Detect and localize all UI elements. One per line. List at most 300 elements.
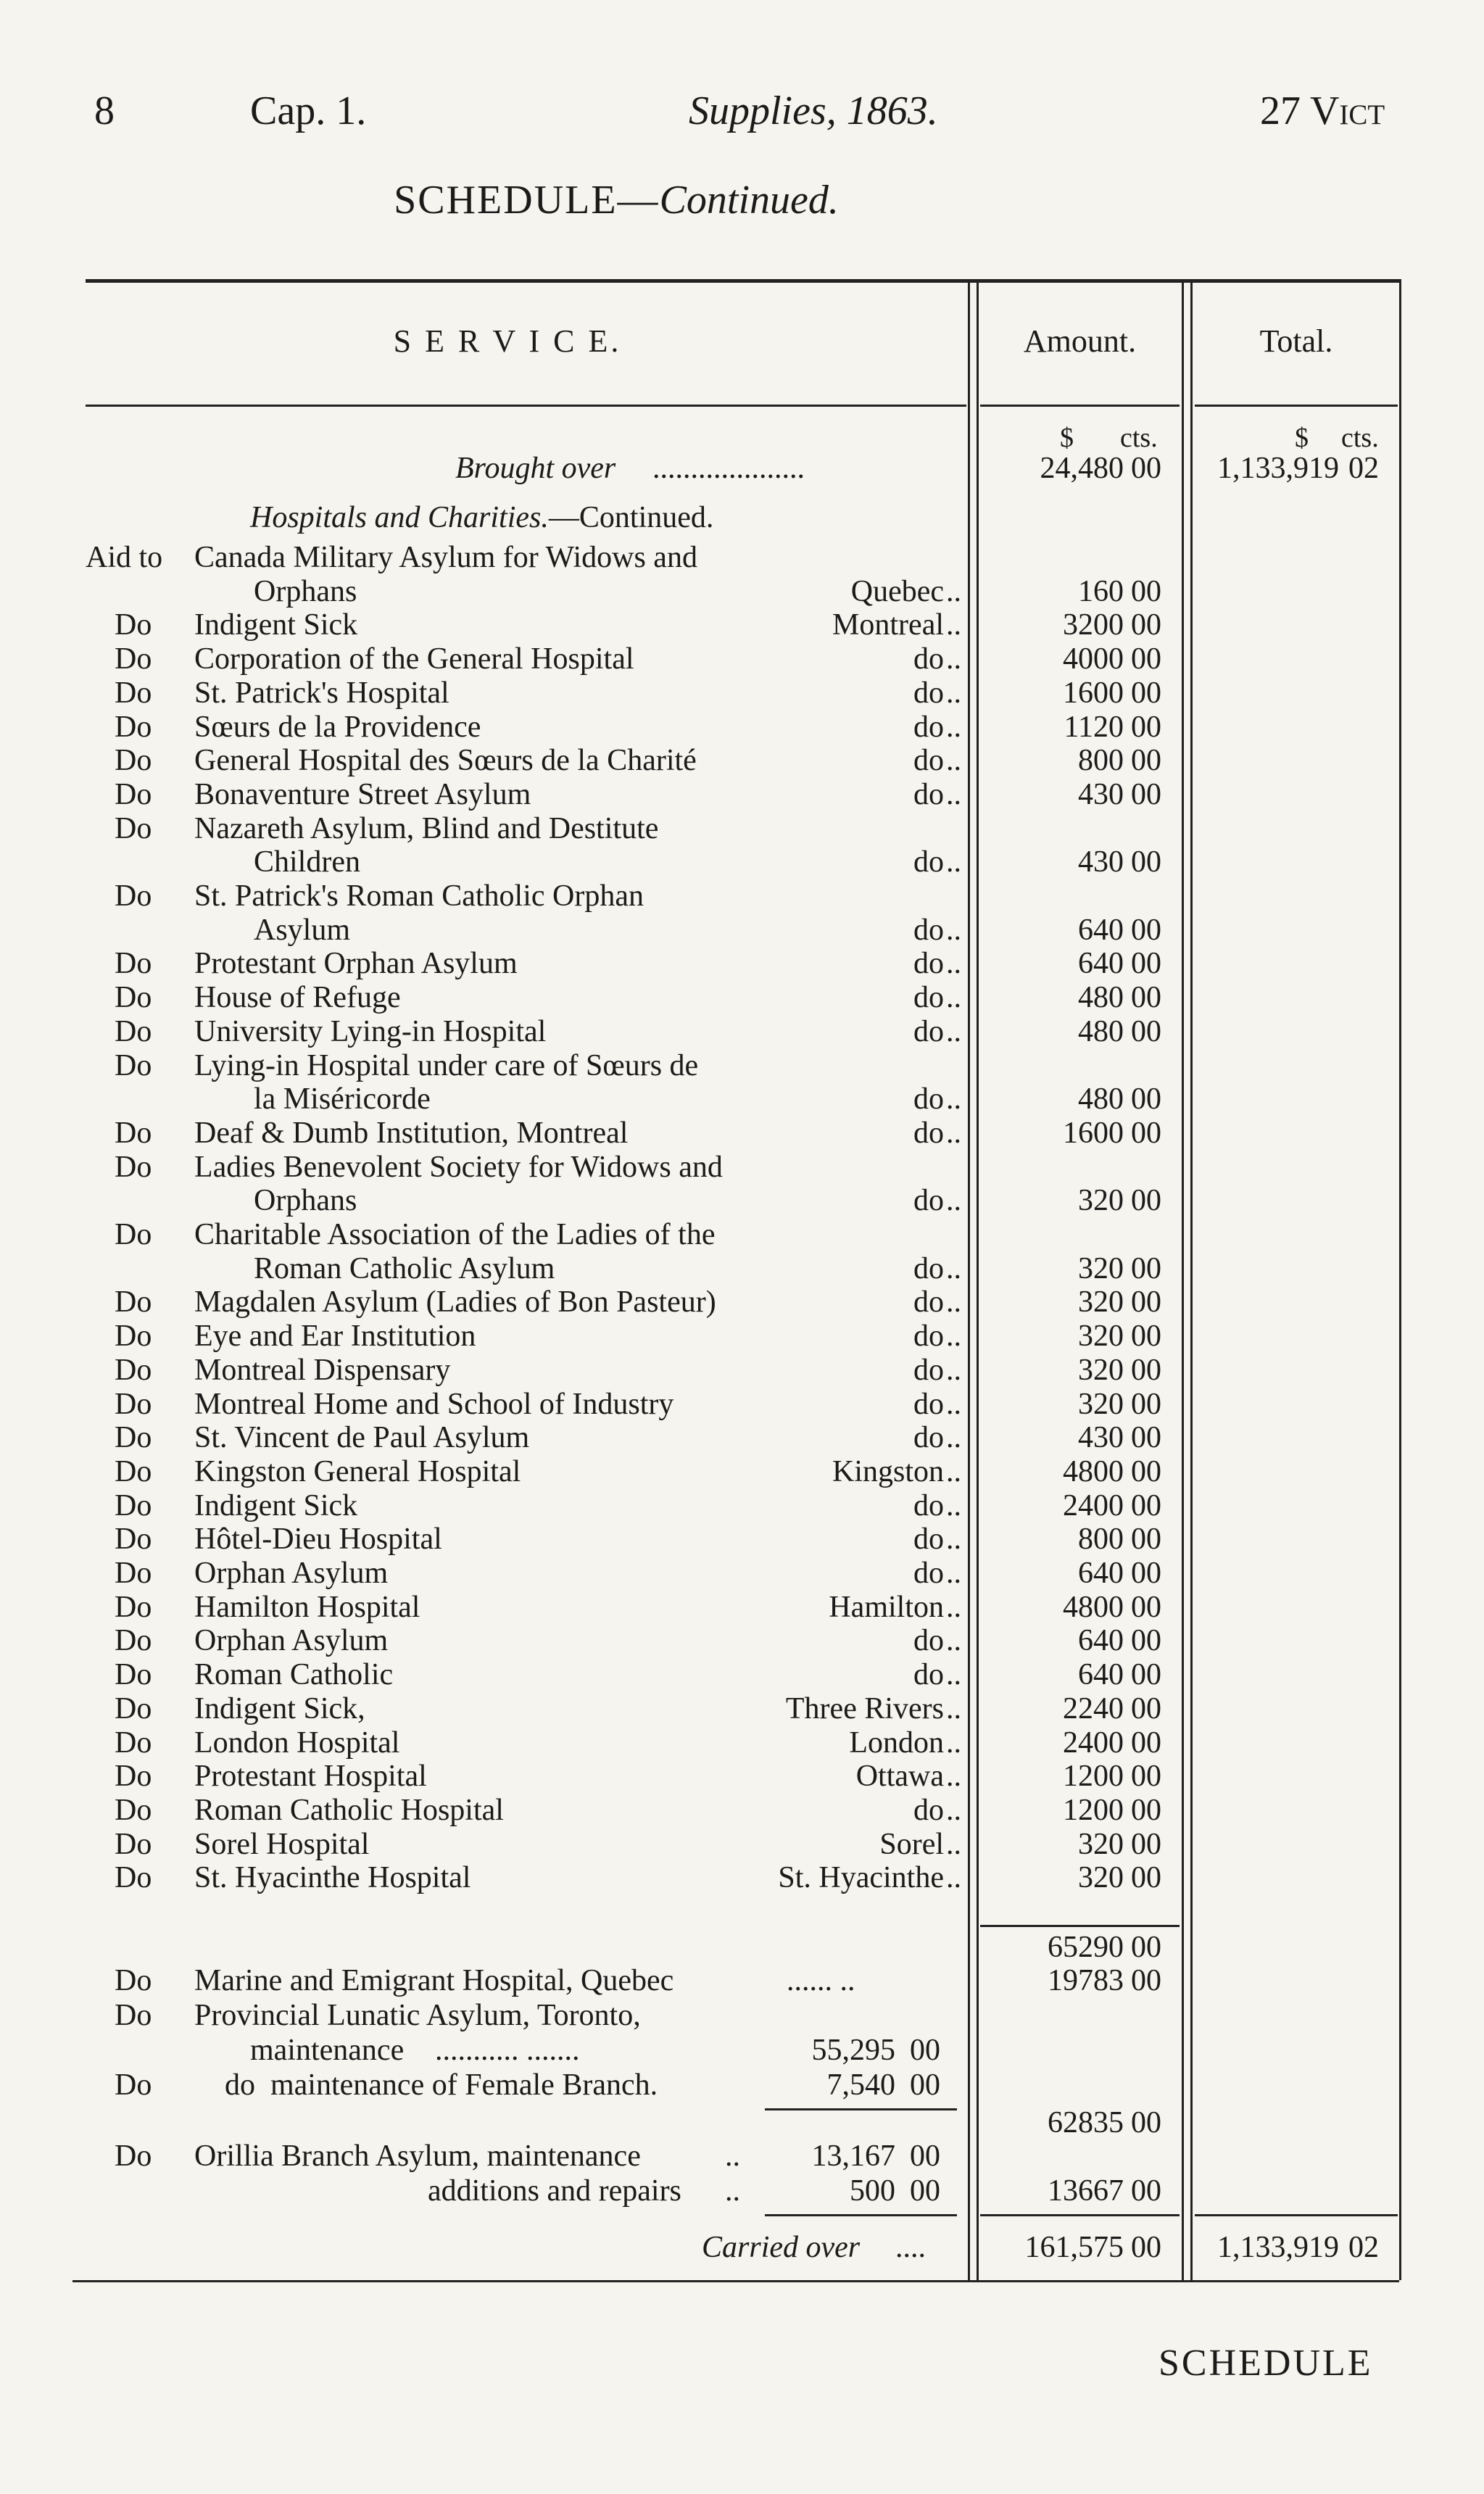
row-amount: 320 xyxy=(1078,1251,1124,1285)
row-amount: 4800 xyxy=(1063,1590,1124,1624)
marine-hospital-row xyxy=(0,1963,1484,1998)
column-header-total: Total. xyxy=(1259,323,1333,359)
row-service: Protestant Orphan Asylum xyxy=(194,947,518,981)
hospital-row xyxy=(0,1387,1484,1421)
row-amount: 640 xyxy=(1078,1557,1124,1590)
row-service-cont: Roman Catholic Asylum xyxy=(254,1251,555,1285)
hospital-row xyxy=(0,811,1484,879)
row-amount: 480 xyxy=(1078,1082,1124,1116)
row-prefix: Do xyxy=(115,1116,152,1150)
row-place: do xyxy=(913,1082,944,1116)
row-place: St. Hyacinthe xyxy=(778,1861,944,1895)
row-prefix: Do xyxy=(115,1793,152,1827)
female-branch-row xyxy=(0,2068,1484,2102)
row-amount: 640 xyxy=(1078,947,1124,981)
row-place: do xyxy=(913,1557,944,1590)
leader-dots: .. xyxy=(946,1387,961,1421)
row-prefix: Do xyxy=(115,1320,152,1354)
row-place: Three Rivers xyxy=(785,1691,944,1726)
leader-dots: .. xyxy=(946,845,961,879)
subtotal-amount: 65290 xyxy=(1048,1931,1124,1964)
row-amount: 800 xyxy=(1078,744,1124,778)
hospital-row xyxy=(0,1827,1484,1861)
row-cents: 00 xyxy=(1131,1082,1161,1116)
row-service: Sorel Hospital xyxy=(194,1827,370,1861)
row-service: Provincial Lunatic Asylum, Toronto, xyxy=(194,1999,641,2032)
row-amount: 1200 xyxy=(1063,1760,1124,1794)
row-service: General Hospital des Sœurs de la Charité xyxy=(194,744,697,778)
row-prefix: Do xyxy=(115,1421,152,1455)
row-prefix: Do xyxy=(115,1557,152,1590)
row-amount: 2400 xyxy=(1063,1488,1124,1522)
row-cents: 00 xyxy=(1131,1014,1161,1048)
brought-over-amount-cents: 00 xyxy=(1131,452,1161,485)
row-amount: 19783 xyxy=(1048,1964,1124,1997)
hospital-row xyxy=(0,1488,1484,1522)
subtotal-row xyxy=(0,1930,1484,1965)
row-place: Ottawa xyxy=(855,1760,944,1794)
lunatic-maintenance-row xyxy=(0,2033,1484,2068)
row-service-cont: Children xyxy=(254,845,360,879)
subtotal-rule xyxy=(980,1925,1180,1927)
hospital-row xyxy=(0,1319,1484,1353)
row-cents: 00 xyxy=(1131,1251,1161,1285)
row-cents: 00 xyxy=(1131,1726,1161,1760)
row-amount: 3200 xyxy=(1063,608,1124,642)
row-service: Eye and Ear Institution xyxy=(194,1320,476,1354)
row-service: Protestant Hospital xyxy=(194,1760,427,1794)
row-amount: 320 xyxy=(1078,1387,1124,1421)
row-prefix: Do xyxy=(115,1353,152,1387)
leader-dots: .. xyxy=(946,1421,961,1455)
carried-over-total: 1,133,919 xyxy=(1217,2231,1339,2264)
leader-dots: .. xyxy=(946,1251,961,1285)
row-place: do xyxy=(913,1421,944,1455)
row-place: London xyxy=(849,1726,944,1760)
row-cents: 00 xyxy=(1131,1353,1161,1387)
schedule-title xyxy=(0,177,1232,223)
leader-dots: .. xyxy=(946,642,961,676)
carried-over-amount-cents: 00 xyxy=(1131,2231,1161,2264)
row-prefix: Aid to xyxy=(86,541,163,574)
row-place: do xyxy=(913,1658,944,1692)
hospital-row xyxy=(0,879,1484,946)
row-amount: 1120 xyxy=(1064,710,1124,744)
hospital-row xyxy=(0,1726,1484,1760)
row-place: do xyxy=(913,676,944,710)
lunatic-total-row xyxy=(0,2105,1484,2140)
row-prefix: Do xyxy=(115,811,152,845)
row-cents: 00 xyxy=(1131,981,1161,1015)
leader-dots: .. xyxy=(946,1827,961,1861)
row-cents: 00 xyxy=(1131,1421,1161,1455)
row-service: St. Vincent de Paul Asylum xyxy=(194,1421,530,1455)
leader-dots: .. xyxy=(946,1320,961,1354)
row-service: Corporation of the General Hospital xyxy=(194,642,634,676)
hospital-row xyxy=(0,608,1484,642)
row-cents: 00 xyxy=(1131,1793,1161,1827)
row-prefix: Do xyxy=(115,676,152,710)
section-heading xyxy=(0,500,1484,536)
row-service-cont: Orphans xyxy=(254,1184,357,1218)
row-cents: 00 xyxy=(1131,1454,1161,1488)
row-amount: 430 xyxy=(1078,845,1124,879)
row-prefix: Do xyxy=(115,710,152,744)
carried-rule-total xyxy=(1195,2214,1398,2216)
leader-dots: .. xyxy=(725,2139,740,2173)
row-cents: 00 xyxy=(1131,1964,1161,1997)
section-heading-italic: Hospitals and Charities. xyxy=(250,501,549,534)
row-cents: 00 xyxy=(1131,676,1161,710)
hospital-row xyxy=(0,1657,1484,1691)
catchword: SCHEDULE xyxy=(1158,2342,1373,2384)
regnal-year: 27 Vict xyxy=(1260,88,1385,133)
hospital-row xyxy=(0,1522,1484,1556)
row-prefix: Do xyxy=(115,1590,152,1624)
hospital-row xyxy=(0,1048,1484,1116)
row-prefix: Do xyxy=(115,1218,152,1251)
orillia-row xyxy=(0,2139,1484,2174)
leader-dots: .................... xyxy=(652,452,805,485)
hospital-row xyxy=(0,710,1484,744)
subtotal-cents: 00 xyxy=(1131,1931,1161,1964)
row-prefix: Do xyxy=(115,2139,152,2173)
row-subvalue: 500 xyxy=(850,2174,895,2208)
row-subvalue-cents: 00 xyxy=(910,2034,940,2067)
leader-dots: ...... .. xyxy=(787,1964,855,1997)
header-rule-amount xyxy=(980,405,1180,407)
leader-dots: .. xyxy=(946,1014,961,1048)
row-service: Orphan Asylum xyxy=(194,1557,389,1590)
row-cents: 00 xyxy=(1131,744,1161,778)
header-rule-total xyxy=(1195,405,1398,407)
row-prefix: Do xyxy=(115,1861,152,1895)
orillia-additions-row xyxy=(0,2174,1484,2208)
row-place: do xyxy=(913,1251,944,1285)
leader-dots: .. xyxy=(946,777,961,811)
row-amount: 13667 xyxy=(1048,2174,1124,2208)
row-prefix: Do xyxy=(115,1658,152,1692)
column-header-service: S E R V I C E. xyxy=(393,323,622,359)
leader-dots: ........... ....... xyxy=(435,2034,580,2067)
leader-dots: .. xyxy=(946,710,961,744)
row-cents: 00 xyxy=(1131,1861,1161,1895)
top-rule xyxy=(86,279,1401,283)
row-amount: 320 xyxy=(1078,1320,1124,1354)
row-service: St. Patrick's Hospital xyxy=(194,676,449,710)
row-prefix: Do xyxy=(115,1726,152,1760)
leader-dots: .. xyxy=(946,1116,961,1150)
row-place: do xyxy=(913,1387,944,1421)
row-service: Canada Military Asylum for Widows and xyxy=(194,541,697,574)
header-rule-service xyxy=(86,405,966,407)
leader-dots: .. xyxy=(946,1488,961,1522)
row-service: Charitable Association of the Ladies of the xyxy=(194,1218,716,1251)
row-prefix: Do xyxy=(115,1150,152,1184)
row-prefix: Do xyxy=(115,1999,152,2032)
row-service: Indigent Sick xyxy=(194,1488,358,1522)
row-service: St. Patrick's Roman Catholic Orphan xyxy=(194,879,644,913)
leader-dots: .. xyxy=(946,1184,961,1218)
carried-rule-sub xyxy=(765,2214,957,2216)
row-service: University Lying-in Hospital xyxy=(194,1014,547,1048)
row-cents: 00 xyxy=(1131,1658,1161,1692)
hospital-row xyxy=(0,1150,1484,1217)
row-service: Indigent Sick xyxy=(194,608,358,642)
row-amount: 1600 xyxy=(1063,1116,1124,1150)
row-subvalue: 7,540 xyxy=(826,2068,895,2102)
row-cents: 00 xyxy=(1131,1320,1161,1354)
carried-over-label: Carried over xyxy=(702,2231,861,2264)
row-service: Montreal Home and School of Industry xyxy=(194,1387,674,1421)
row-place: do xyxy=(913,913,944,947)
row-place: do xyxy=(913,744,944,778)
hospital-row xyxy=(0,1014,1484,1048)
row-place: do xyxy=(913,1184,944,1218)
row-service: Orillia Branch Asylum, maintenance xyxy=(194,2139,641,2173)
hospital-row xyxy=(0,1217,1484,1285)
schedule-title-main: SCHEDULE— xyxy=(394,178,660,223)
row-subvalue-cents: 00 xyxy=(910,2068,940,2102)
row-amount: 4000 xyxy=(1063,642,1124,676)
row-cents: 00 xyxy=(1131,642,1161,676)
row-amount: 2240 xyxy=(1063,1691,1124,1726)
row-service: Hôtel-Dieu Hospital xyxy=(194,1522,442,1557)
row-place: do xyxy=(913,1624,944,1658)
row-service: Roman Catholic Hospital xyxy=(194,1793,504,1827)
row-cents: 00 xyxy=(1131,1285,1161,1320)
running-title: Supplies, 1863. xyxy=(689,88,938,133)
row-cents: 00 xyxy=(1131,1557,1161,1590)
hospital-row xyxy=(0,1353,1484,1387)
row-cents: 00 xyxy=(1131,1522,1161,1557)
hospital-row xyxy=(0,1454,1484,1488)
hospital-row xyxy=(0,1556,1484,1590)
leader-dots: .. xyxy=(946,981,961,1015)
row-amount: 160 xyxy=(1078,574,1124,608)
hospital-row xyxy=(0,540,1484,608)
row-service: Lying-in Hospital under care of Sœurs de xyxy=(194,1048,699,1082)
hospital-row xyxy=(0,642,1484,676)
row-place: do xyxy=(913,981,944,1015)
row-cents: 00 xyxy=(1131,1691,1161,1726)
amount-cents-label: cts. xyxy=(1120,423,1158,453)
row-service: do maintenance of Female Branch. xyxy=(225,2068,658,2102)
row-service: Hamilton Hospital xyxy=(194,1590,420,1624)
row-prefix: Do xyxy=(115,1964,152,1997)
row-prefix: Do xyxy=(115,1760,152,1794)
row-prefix: Do xyxy=(115,1014,152,1048)
row-amount: 62835 xyxy=(1048,2106,1124,2139)
row-amount: 430 xyxy=(1078,777,1124,811)
row-service-cont: maintenance xyxy=(250,2034,405,2067)
carried-over-total-cents: 02 xyxy=(1348,2231,1379,2264)
row-cents: 00 xyxy=(1131,947,1161,981)
section-heading-rest: —Continued. xyxy=(548,501,714,534)
total-dollar-sign: $ xyxy=(1295,423,1309,453)
leader-dots: .. xyxy=(946,947,961,981)
row-cents: 00 xyxy=(1131,1624,1161,1658)
row-prefix: Do xyxy=(115,2068,152,2102)
row-cents: 00 xyxy=(1131,1387,1161,1421)
row-amount: 320 xyxy=(1078,1353,1124,1387)
hospital-row xyxy=(0,1759,1484,1793)
row-amount: 640 xyxy=(1078,1658,1124,1692)
hospital-row xyxy=(0,1623,1484,1657)
row-service-cont: Asylum xyxy=(254,913,351,947)
brought-over-label: Brought over xyxy=(455,452,616,485)
leader-dots: .. xyxy=(946,1760,961,1794)
row-place: Montreal xyxy=(832,608,944,642)
row-place: do xyxy=(913,1353,944,1387)
row-cents: 00 xyxy=(1131,1827,1161,1861)
row-cents: 00 xyxy=(1131,777,1161,811)
hospital-row xyxy=(0,980,1484,1014)
row-service: Kingston General Hospital xyxy=(194,1454,521,1488)
leader-dots: .. xyxy=(725,2174,740,2208)
row-service: Indigent Sick, xyxy=(194,1691,365,1726)
bottom-rule xyxy=(72,2280,1399,2282)
row-cents: 00 xyxy=(1131,710,1161,744)
row-cents: 00 xyxy=(1131,2106,1161,2139)
chapter-label: Cap. 1. xyxy=(250,88,367,133)
row-prefix: Do xyxy=(115,1285,152,1320)
brought-over-total-cents: 02 xyxy=(1348,452,1379,485)
row-amount: 430 xyxy=(1078,1421,1124,1455)
row-place: Hamilton xyxy=(829,1590,944,1624)
brought-over-row xyxy=(0,451,1484,487)
leader-dots: .. xyxy=(946,744,961,778)
column-header-amount: Amount. xyxy=(1023,323,1137,359)
row-service: Montreal Dispensary xyxy=(194,1353,451,1387)
leader-dots: .. xyxy=(946,1726,961,1760)
hospital-row xyxy=(0,1793,1484,1827)
leader-dots: .. xyxy=(946,1522,961,1557)
row-service: Sœurs de la Providence xyxy=(194,710,481,744)
row-place: do xyxy=(913,947,944,981)
row-place: do xyxy=(913,845,944,879)
hospital-row xyxy=(0,1860,1484,1894)
row-amount: 320 xyxy=(1078,1184,1124,1218)
row-amount: 320 xyxy=(1078,1861,1124,1895)
row-service: Marine and Emigrant Hospital, Quebec xyxy=(194,1964,674,1997)
row-prefix: Do xyxy=(115,879,152,913)
row-prefix: Do xyxy=(115,1454,152,1488)
row-service: London Hospital xyxy=(194,1726,400,1760)
carried-rule-amount xyxy=(980,2214,1180,2216)
row-subvalue-cents: 00 xyxy=(910,2139,940,2173)
row-prefix: Do xyxy=(115,777,152,811)
row-prefix: Do xyxy=(115,947,152,981)
lunatic-asylum-row xyxy=(0,1998,1484,2033)
row-place: do xyxy=(913,1793,944,1827)
row-service: Roman Catholic xyxy=(194,1658,394,1692)
hospital-row xyxy=(0,1691,1484,1726)
row-cents: 00 xyxy=(1131,608,1161,642)
total-cents-label: cts. xyxy=(1341,423,1379,453)
row-cents: 00 xyxy=(1131,2174,1161,2208)
row-service-cont: additions and repairs xyxy=(428,2174,681,2208)
row-prefix: Do xyxy=(115,1691,152,1726)
row-service: Orphan Asylum xyxy=(194,1624,389,1658)
hospital-row xyxy=(0,743,1484,777)
brought-over-amount: 24,480 xyxy=(1040,452,1124,485)
row-place: do xyxy=(913,1116,944,1150)
row-subvalue: 13,167 xyxy=(811,2139,895,2173)
row-amount: 640 xyxy=(1078,1624,1124,1658)
row-prefix: Do xyxy=(115,1827,152,1861)
leader-dots: .. xyxy=(946,1691,961,1726)
row-amount: 4800 xyxy=(1063,1454,1124,1488)
hospital-row xyxy=(0,946,1484,980)
carried-over-row xyxy=(0,2230,1484,2266)
hospital-row xyxy=(0,1116,1484,1150)
row-amount: 640 xyxy=(1078,913,1124,947)
row-amount: 800 xyxy=(1078,1522,1124,1557)
row-service: Nazareth Asylum, Blind and Destitute xyxy=(194,811,659,845)
hospital-row xyxy=(0,1285,1484,1319)
leader-dots: .. xyxy=(946,1590,961,1624)
leader-dots: .. xyxy=(946,676,961,710)
leader-dots: .. xyxy=(946,1793,961,1827)
leader-dots: .. xyxy=(946,574,961,608)
leader-dots: .. xyxy=(946,913,961,947)
leader-dots: .... xyxy=(895,2231,926,2264)
section-heading-text xyxy=(250,500,713,535)
carried-over-amount: 161,575 xyxy=(1024,2231,1124,2264)
row-amount: 1600 xyxy=(1063,676,1124,710)
row-cents: 00 xyxy=(1131,1116,1161,1150)
hospital-row xyxy=(0,676,1484,710)
leader-dots: .. xyxy=(946,1285,961,1320)
amount-dollar-sign: $ xyxy=(1060,423,1074,453)
row-cents: 00 xyxy=(1131,913,1161,947)
row-prefix: Do xyxy=(115,642,152,676)
row-place: Quebec xyxy=(850,574,944,608)
leader-dots: .. xyxy=(946,1454,961,1488)
leader-dots: .. xyxy=(946,1861,961,1895)
brought-over-total: 1,133,919 xyxy=(1217,452,1339,485)
row-cents: 00 xyxy=(1131,845,1161,879)
row-service: St. Hyacinthe Hospital xyxy=(194,1861,471,1895)
leader-dots: .. xyxy=(946,1082,961,1116)
row-place: do xyxy=(913,1522,944,1557)
hospital-row xyxy=(0,1590,1484,1624)
hospital-row xyxy=(0,1420,1484,1454)
row-prefix: Do xyxy=(115,981,152,1015)
row-service-cont: la Miséricorde xyxy=(254,1082,431,1116)
schedule-title-continued: Continued. xyxy=(659,178,839,223)
row-amount: 320 xyxy=(1078,1285,1124,1320)
row-prefix: Do xyxy=(115,608,152,642)
row-service: Deaf & Dumb Institution, Montreal xyxy=(194,1116,629,1150)
row-subvalue-cents: 00 xyxy=(910,2174,940,2208)
row-amount: 320 xyxy=(1078,1827,1124,1861)
row-amount: 480 xyxy=(1078,981,1124,1015)
row-place: do xyxy=(913,1014,944,1048)
row-amount: 1200 xyxy=(1063,1793,1124,1827)
row-cents: 00 xyxy=(1131,1760,1161,1794)
row-prefix: Do xyxy=(115,1387,152,1421)
row-cents: 00 xyxy=(1131,1184,1161,1218)
row-amount: 2400 xyxy=(1063,1726,1124,1760)
row-prefix: Do xyxy=(115,1048,152,1082)
leader-dots: .. xyxy=(946,1353,961,1387)
row-cents: 00 xyxy=(1131,1488,1161,1522)
row-cents: 00 xyxy=(1131,574,1161,608)
row-prefix: Do xyxy=(115,1488,152,1522)
row-service: Magdalen Asylum (Ladies of Bon Pasteur) xyxy=(194,1285,716,1320)
